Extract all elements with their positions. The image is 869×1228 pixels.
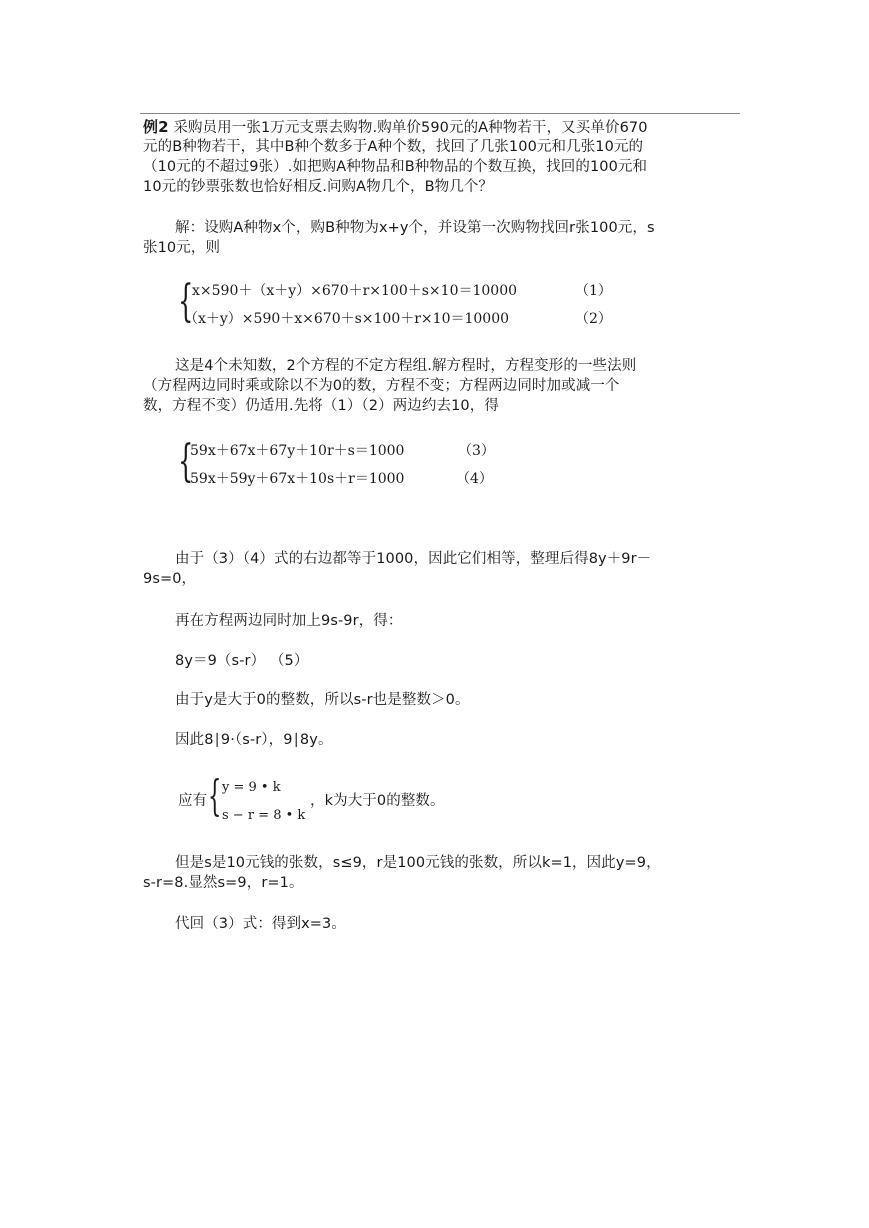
- problem-line-1: [143, 117, 648, 138]
- left-brace-2: {: [178, 436, 194, 487]
- solution-line-2: 张10元，则: [143, 240, 221, 256]
- para7-line-1: 但是s是10元钱的张数，s≤9，r是100元钱的张数，所以k=1，因此y=9，: [175, 855, 661, 871]
- problem-line-3: （10元的不超过9张）.如把购A种物品和B种物品的个数互换，找回的100元和: [143, 159, 648, 175]
- equation-1-tag: （1）: [575, 283, 612, 299]
- para8: 代回（3）式：得到x=3。: [175, 916, 346, 932]
- equation-4: 59x＋59y＋67x＋10s＋r＝1000: [190, 471, 405, 487]
- para2-line-3: 数，方程不变）仍适用.先将（1）（2）两边约去10，得: [143, 398, 499, 414]
- equation-2-tag: （2）: [575, 311, 612, 327]
- problem-line-2: 元的B种物若干，其中B种个数多于A种个数，找回了几张100元和几张10元的: [143, 139, 644, 155]
- equation-2: （x＋y）×590＋x×670＋s×100＋r×10＝10000: [184, 311, 510, 327]
- para6: 因此8∣9·（s-r），9∣8y。: [175, 732, 333, 748]
- problem-line-4: 10元的钞票张数也恰好相反.问购A物几个，B物几个？: [143, 179, 494, 195]
- equation-1: x×590＋（x＋y）×670＋r×100＋s×10＝10000: [192, 283, 518, 299]
- equation-3-tag: （3）: [458, 443, 495, 459]
- para7-line-2: s-r=8.显然s=9，r=1。: [143, 875, 304, 891]
- example-label: 例2: [143, 118, 169, 136]
- para4: 再在方程两边同时加上9s-9r，得：: [175, 613, 403, 629]
- equation-3: 59x＋67x＋67y＋10r＋s＝1000: [190, 443, 405, 459]
- para2-line-1: 这是4个未知数，2个方程的不定方程组.解方程时，方程变形的一些法则: [175, 358, 637, 374]
- system3-suffix: ，k为大于0的整数。: [310, 793, 445, 809]
- problem-text-1: 采购员用一张1万元支票去购物.购单价590元的A种物若干，又买单价670: [173, 120, 648, 136]
- equation-4-tag: （4）: [456, 471, 493, 487]
- equation-a: y = 9 • k: [222, 780, 281, 795]
- para3-line-2: 9s=0，: [143, 571, 197, 587]
- solution-line-1: 解：设购A种物x个，购B种物为x+y个，并设第一次购物找回r张100元，s: [175, 220, 655, 236]
- para2-line-2: （方程两边同时乘或除以不为0的数，方程不变；方程两边同时加或减一个: [143, 378, 620, 394]
- system3-prefix: 应有: [178, 793, 208, 809]
- top-rule: [140, 113, 740, 114]
- para5: 由于y是大于0的整数，所以s-r也是整数＞0。: [175, 692, 470, 708]
- equation-b: s − r = 8 • k: [222, 808, 306, 823]
- left-brace-3: {: [208, 771, 222, 820]
- equation-5: 8y＝9（s-r） （5）: [175, 653, 309, 669]
- left-brace-1: {: [178, 276, 194, 327]
- para3-line-1: 由于（3）（4）式的右边都等于1000，因此它们相等，整理后得8y＋9r－: [175, 551, 652, 567]
